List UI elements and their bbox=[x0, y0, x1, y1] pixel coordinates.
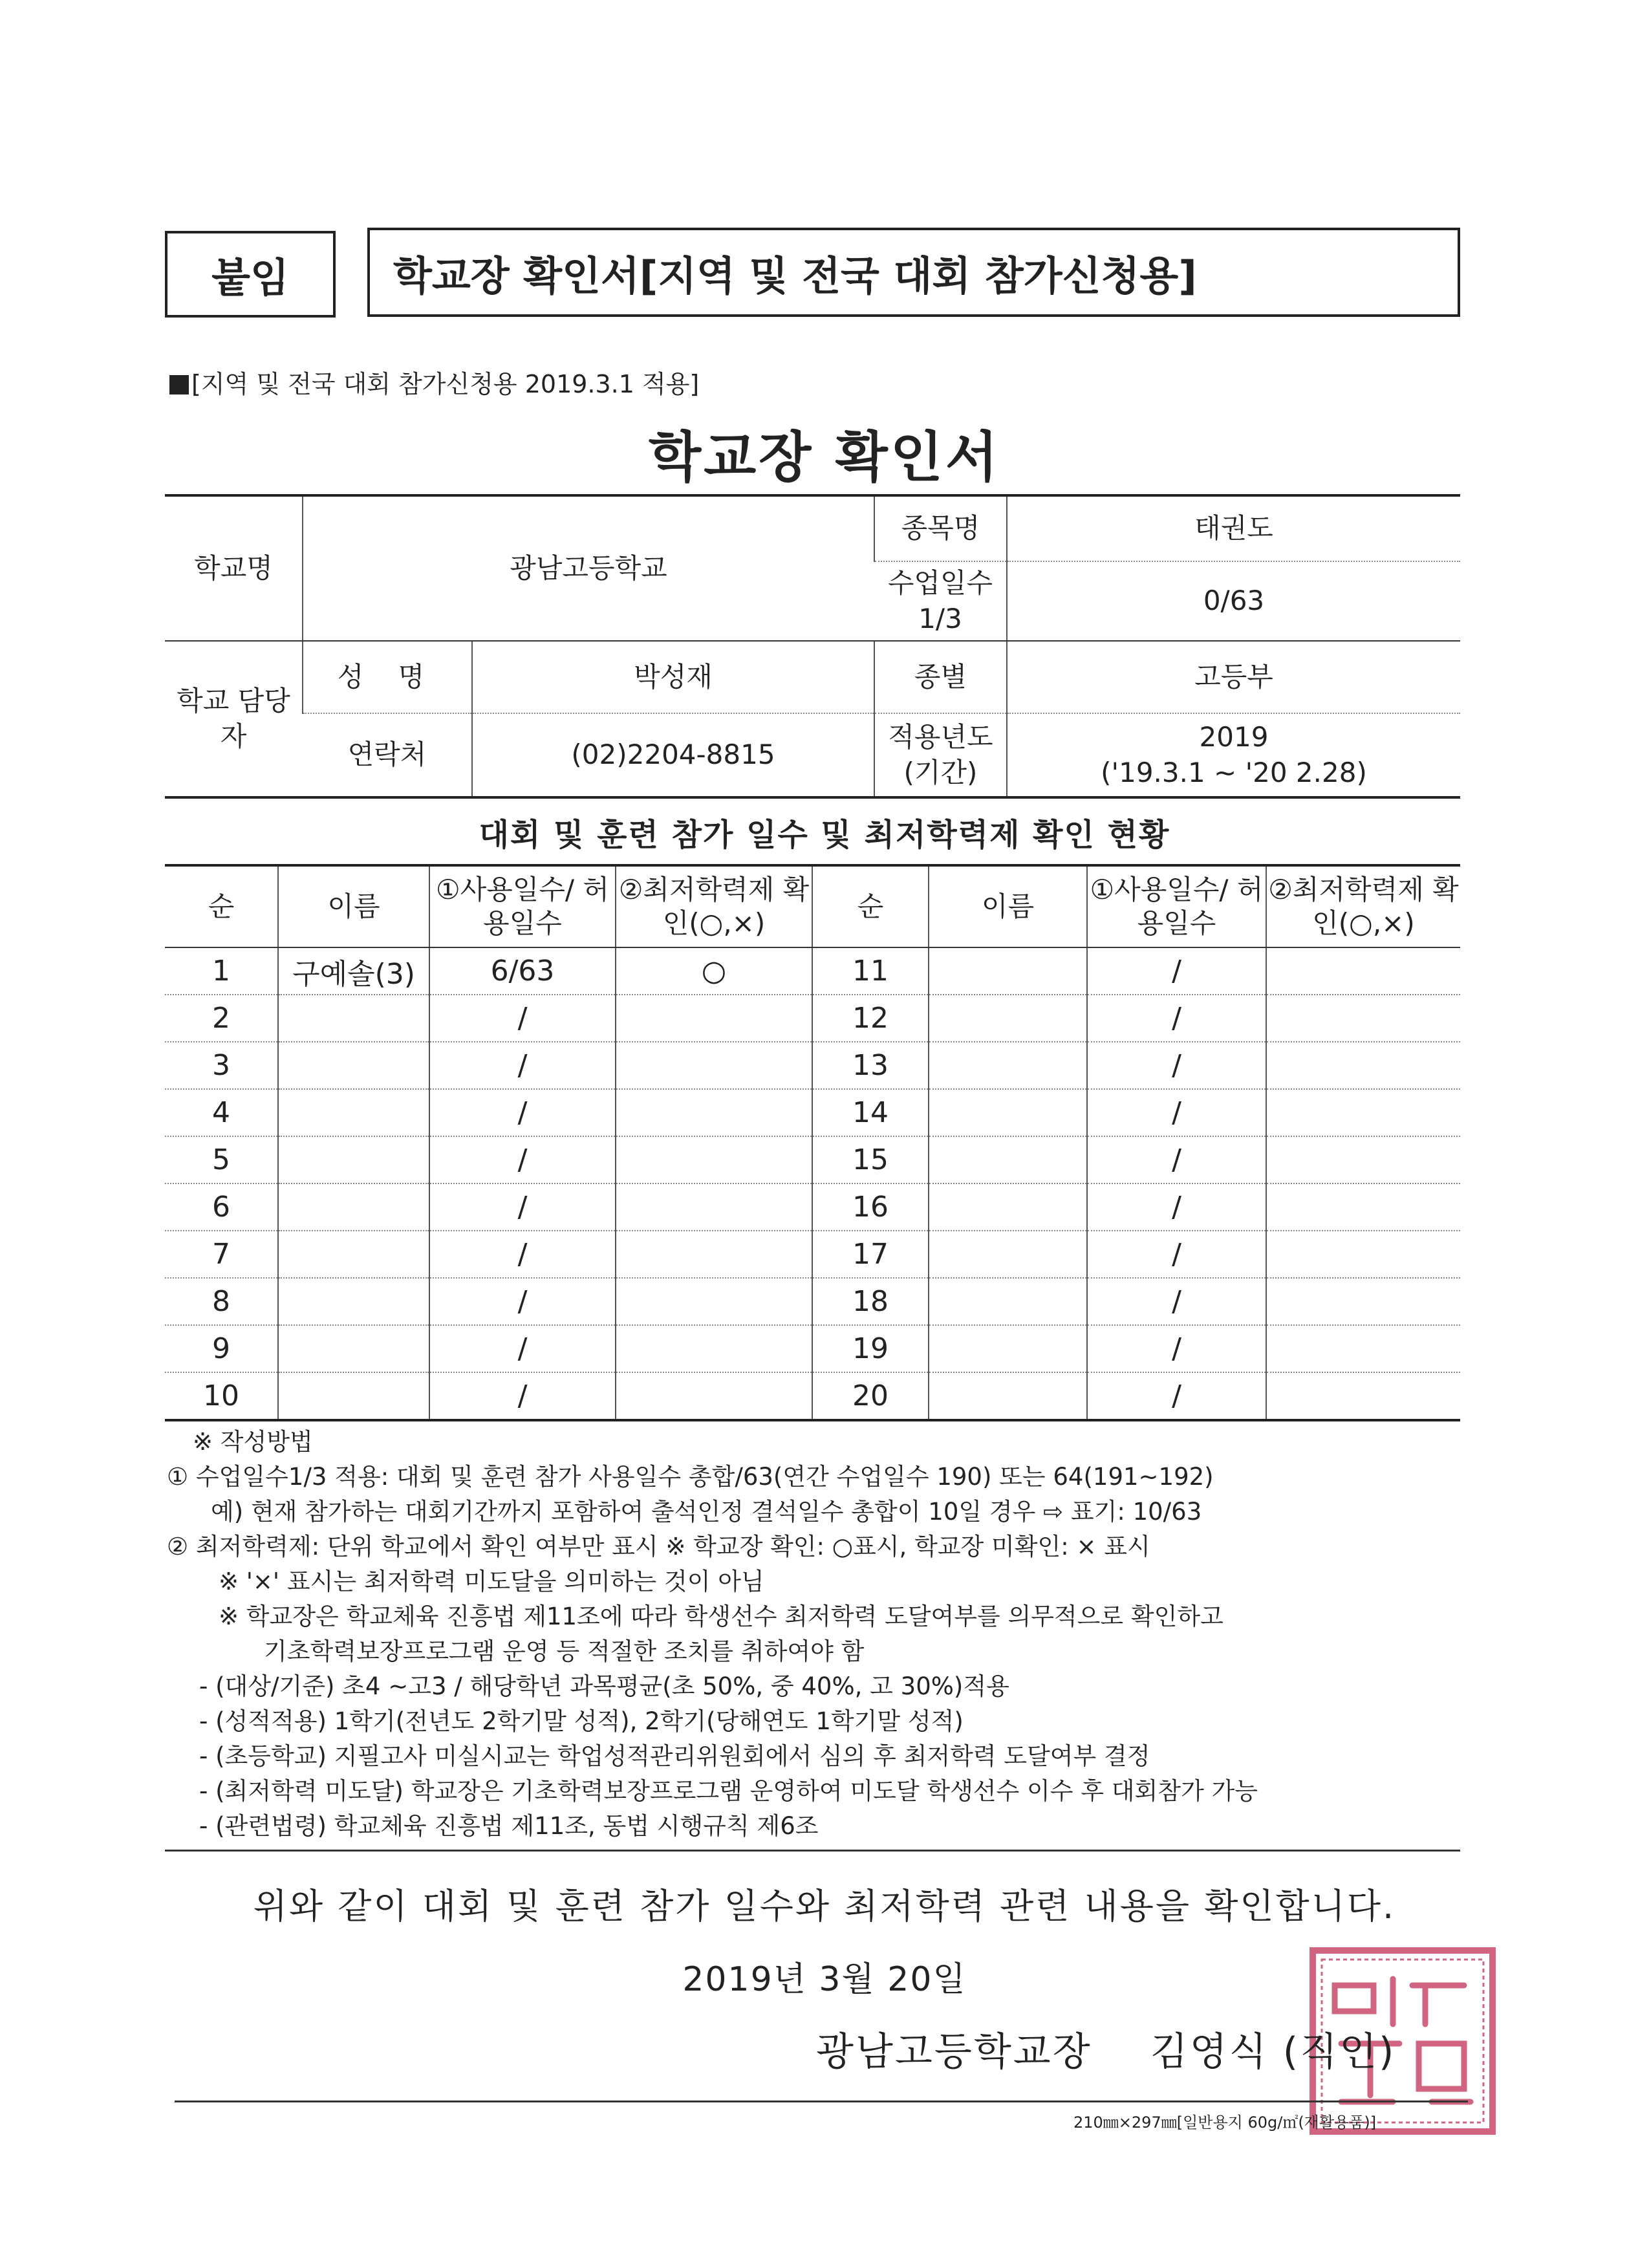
row-days: / bbox=[1087, 1042, 1266, 1089]
row-check bbox=[616, 1325, 812, 1372]
row-no: 12 bbox=[812, 995, 929, 1042]
row-name bbox=[278, 1325, 429, 1372]
row-no: 19 bbox=[812, 1325, 929, 1372]
row-days: / bbox=[429, 1089, 616, 1136]
row-check bbox=[1266, 1136, 1460, 1183]
form-version-text: [지역 및 전국 대회 참가신청용 2019.3.1 적용] bbox=[191, 370, 700, 398]
header-no: 순 bbox=[812, 865, 929, 947]
section-title: 대회 및 훈련 참가 일수 및 최저학력제 확인 현황 bbox=[479, 817, 1170, 853]
row-no: 1 bbox=[165, 947, 278, 995]
row-check bbox=[1266, 1089, 1460, 1136]
row-no: 11 bbox=[812, 947, 929, 995]
instruction-line: ※ '×' 표시는 최저학력 미도달을 의미하는 것이 아님 bbox=[219, 1568, 764, 1595]
square-bullet-icon bbox=[169, 375, 189, 394]
attachment-label: 붙임 bbox=[211, 254, 289, 301]
row-name bbox=[278, 1089, 429, 1136]
division-value: 고등부 bbox=[1007, 641, 1460, 713]
document-title-box bbox=[367, 228, 1460, 317]
header-check: ②최저학력제 확인(○,×) bbox=[1266, 865, 1460, 947]
row-name: 구예솔(3) bbox=[278, 947, 429, 995]
row-days: 6/63 bbox=[429, 947, 616, 995]
footer-divider bbox=[175, 2101, 1468, 2102]
year-cell bbox=[1007, 713, 1460, 797]
row-no: 15 bbox=[812, 1136, 929, 1183]
row-name bbox=[278, 1372, 429, 1420]
paper-spec: 210㎜×297㎜[일반용지 60g/㎡(재활용품)] bbox=[1073, 2113, 1377, 2132]
row-name bbox=[929, 1136, 1087, 1183]
row-no: 5 bbox=[165, 1136, 278, 1183]
row-days: / bbox=[429, 1325, 616, 1372]
row-check bbox=[1266, 1042, 1460, 1089]
class-days-value: 0/63 bbox=[1007, 561, 1460, 641]
row-days: / bbox=[1087, 1183, 1266, 1231]
table-row bbox=[165, 1278, 1460, 1325]
row-name bbox=[278, 1042, 429, 1089]
row-days: / bbox=[429, 1136, 616, 1183]
row-name bbox=[929, 1231, 1087, 1278]
row-name bbox=[278, 1183, 429, 1231]
attachment-label-box bbox=[165, 231, 336, 318]
row-days: / bbox=[429, 1183, 616, 1231]
row-no: 8 bbox=[165, 1278, 278, 1325]
main-title: 학교장 확인서 bbox=[648, 426, 1001, 489]
row-no: 7 bbox=[165, 1231, 278, 1278]
row-name bbox=[929, 1042, 1087, 1089]
row-check bbox=[1266, 1325, 1460, 1372]
row-check bbox=[616, 1278, 812, 1325]
row-days: / bbox=[1087, 1136, 1266, 1183]
divider bbox=[165, 1850, 1460, 1852]
issue-date: 2019년 3월 20일 bbox=[682, 1960, 967, 1999]
signer bbox=[816, 2021, 1396, 2077]
header-days: ①사용일수/ 허용일수 bbox=[429, 865, 616, 947]
table-row bbox=[165, 947, 1460, 995]
row-name bbox=[278, 1278, 429, 1325]
header-name: 이름 bbox=[929, 865, 1087, 947]
row-days: / bbox=[1087, 1325, 1266, 1372]
sport-value: 태권도 bbox=[1007, 495, 1460, 561]
row-name bbox=[929, 1372, 1087, 1420]
instructions bbox=[167, 1425, 1473, 1844]
table-row bbox=[165, 1183, 1460, 1231]
instruction-line: ※ 학교장은 학교체육 진흥법 제11조에 따라 학생선수 최저학력 도달여부를 의무적으로 확인하고 bbox=[219, 1603, 1223, 1630]
row-no: 18 bbox=[812, 1278, 929, 1325]
signer-name: 김영식 bbox=[1150, 2029, 1269, 2075]
row-check bbox=[616, 1183, 812, 1231]
row-check bbox=[1266, 1372, 1460, 1420]
row-name bbox=[929, 1325, 1087, 1372]
confirmation-statement: 위와 같이 대회 및 훈련 참가 일수와 최저학력 관련 내용을 확인합니다. bbox=[253, 1886, 1396, 1927]
school-name-label: 학교명 bbox=[165, 495, 303, 641]
row-name bbox=[929, 995, 1087, 1042]
row-days: / bbox=[429, 1042, 616, 1089]
row-check bbox=[616, 1231, 812, 1278]
row-check bbox=[616, 995, 812, 1042]
row-no: 16 bbox=[812, 1183, 929, 1231]
row-check bbox=[616, 1372, 812, 1420]
row-days: / bbox=[1087, 947, 1266, 995]
row-check bbox=[616, 1136, 812, 1183]
sport-label: 종목명 bbox=[874, 495, 1007, 561]
row-no: 6 bbox=[165, 1183, 278, 1231]
records-header-row bbox=[165, 865, 1460, 947]
row-days: / bbox=[429, 995, 616, 1042]
row-days: / bbox=[1087, 1089, 1266, 1136]
row-name bbox=[929, 947, 1087, 995]
row-days: / bbox=[429, 1278, 616, 1325]
document-title: 학교장 확인서[지역 및 전국 대회 참가신청용] bbox=[393, 252, 1197, 299]
table-row bbox=[165, 1372, 1460, 1420]
row-days: / bbox=[1087, 995, 1266, 1042]
table-row bbox=[165, 1089, 1460, 1136]
table-row bbox=[165, 1136, 1460, 1183]
info-table bbox=[165, 494, 1460, 799]
row-no: 9 bbox=[165, 1325, 278, 1372]
header-no: 순 bbox=[165, 865, 278, 947]
instruction-line: - (초등학교) 지필고사 미실시교는 학업성적관리위원회에서 심의 후 최저학력 도달여부 결정 bbox=[199, 1742, 1150, 1770]
form-version-note bbox=[169, 364, 699, 400]
period-value: ('19.3.1 ~ '20 2.28) bbox=[1101, 756, 1367, 788]
row-days: / bbox=[1087, 1372, 1266, 1420]
contact-label: 연락처 bbox=[303, 713, 472, 797]
header-check: ②최저학력제 확인(○,×) bbox=[616, 865, 812, 947]
row-check bbox=[1266, 995, 1460, 1042]
row-check: ○ bbox=[616, 947, 812, 995]
instruction-line: - (성적적용) 1학기(전년도 2학기말 성적), 2학기(당해연도 1학기말 성적) bbox=[199, 1707, 964, 1735]
table-row bbox=[165, 995, 1460, 1042]
row-no: 13 bbox=[812, 1042, 929, 1089]
table-row bbox=[165, 1231, 1460, 1278]
class-days-label: 수업일수 1/3 bbox=[874, 561, 1007, 641]
table-row bbox=[165, 1042, 1460, 1089]
row-no: 2 bbox=[165, 995, 278, 1042]
row-days: / bbox=[1087, 1278, 1266, 1325]
signer-title: 광남고등학교장 bbox=[816, 2029, 1092, 2075]
row-no: 10 bbox=[165, 1372, 278, 1420]
row-check bbox=[1266, 1183, 1460, 1231]
row-no: 3 bbox=[165, 1042, 278, 1089]
contact-value: (02)2204-8815 bbox=[472, 713, 874, 797]
row-check bbox=[616, 1089, 812, 1136]
row-days: / bbox=[429, 1372, 616, 1420]
row-check bbox=[1266, 1278, 1460, 1325]
seal-label: (직인) bbox=[1282, 2029, 1396, 2075]
row-name bbox=[278, 995, 429, 1042]
instruction-line: 기초학력보장프로그램 운영 등 적절한 조치를 취하여야 함 bbox=[264, 1637, 865, 1665]
row-name bbox=[278, 1136, 429, 1183]
table-row bbox=[165, 1325, 1460, 1372]
instructions-heading: ※ 작성방법 bbox=[193, 1428, 313, 1456]
row-no: 14 bbox=[812, 1089, 929, 1136]
row-no: 17 bbox=[812, 1231, 929, 1278]
row-check bbox=[1266, 947, 1460, 995]
row-days: / bbox=[429, 1231, 616, 1278]
instruction-line: - (관련법령) 학교체육 진흥법 제11조, 동법 시행규칙 제6조 bbox=[199, 1812, 819, 1840]
header-name: 이름 bbox=[278, 865, 429, 947]
year-label: 적용년도 (기간) bbox=[874, 713, 1007, 797]
year-value: 2019 bbox=[1199, 720, 1269, 753]
instruction-line: - (최저학력 미도달) 학교장은 기초학력보장프로그램 운영하여 미도달 학생선수 이수 후 대회참가 가능 bbox=[199, 1777, 1258, 1805]
records-table bbox=[165, 864, 1460, 1421]
instruction-line: ① 수업일수1/3 적용: 대회 및 훈련 참가 사용일수 총합/63(연간 수업일수 190) 또는 64(191~192) bbox=[167, 1463, 1214, 1491]
header-days: ①사용일수/ 허용일수 bbox=[1087, 865, 1266, 947]
division-label: 종별 bbox=[874, 641, 1007, 713]
school-name-value: 광남고등학교 bbox=[303, 495, 874, 641]
row-no: 20 bbox=[812, 1372, 929, 1420]
row-name bbox=[929, 1183, 1087, 1231]
row-name bbox=[929, 1278, 1087, 1325]
row-check bbox=[616, 1042, 812, 1089]
manager-name-value: 박성재 bbox=[472, 641, 874, 713]
row-name bbox=[929, 1089, 1087, 1136]
row-name bbox=[278, 1231, 429, 1278]
instruction-line: - (대상/기준) 초4 ~고3 / 해당학년 과목평균(초 50%, 중 40%, 고 30%)적용 bbox=[199, 1672, 1009, 1700]
instruction-line: ② 최저학력제: 단위 학교에서 확인 여부만 표시 ※ 학교장 확인: ○표시, 학교장 미확인: × 표시 bbox=[167, 1533, 1150, 1561]
instruction-line: 예) 현재 참가하는 대회기간까지 포함하여 출석인정 결석일수 총합이 10일 경우 ⇨ 표기: 10/63 bbox=[211, 1498, 1202, 1526]
school-manager-label: 학교 담당자 bbox=[165, 641, 303, 797]
row-days: / bbox=[1087, 1231, 1266, 1278]
row-check bbox=[1266, 1231, 1460, 1278]
row-no: 4 bbox=[165, 1089, 278, 1136]
manager-name-label: 성 명 bbox=[303, 641, 472, 713]
